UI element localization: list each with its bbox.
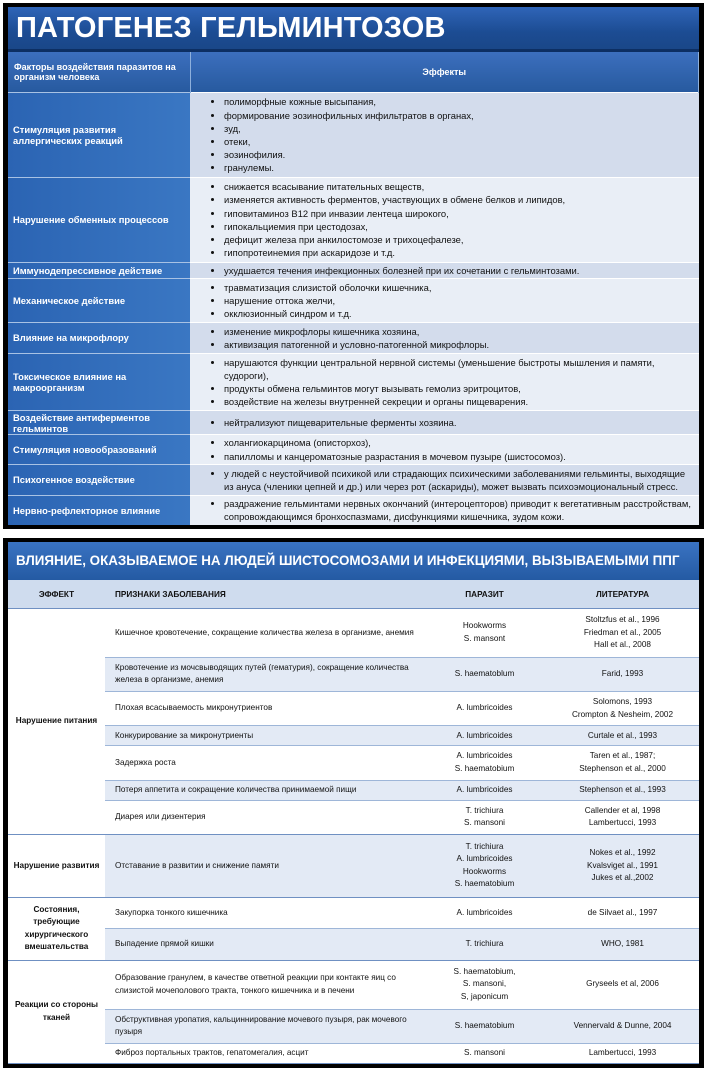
effects-list xyxy=(196,356,695,409)
literature-cell: Solomons, 1993 Crompton & Nesheim, 2002 xyxy=(546,691,699,725)
literature-cell: WHO, 1981 xyxy=(546,929,699,960)
effect-item: • раздражение гельминтами нервных окончаний (интероцепторов) приводит к вегетативным расстройствам, сопровождающимся бронхоспазмами, дисфункциями кишечника, зудом кожи. xyxy=(224,497,695,523)
table-row xyxy=(8,93,699,178)
table-row xyxy=(8,434,699,464)
effect-item: • папилломы и канцероматозные разрастания в мочевом пузыре (шистосомоз). xyxy=(224,450,695,463)
effect-item: • изменение микрофлоры кишечника хозяина, xyxy=(224,325,695,338)
effects-list xyxy=(196,180,695,259)
effect-group-cell: Нарушение питания xyxy=(8,609,105,835)
effects-cell xyxy=(190,411,699,435)
table-row xyxy=(8,960,699,1009)
effects-list xyxy=(196,497,695,523)
slide2-table-container xyxy=(8,580,699,1064)
effect-item: • полиморфные кожные высыпания, xyxy=(224,95,695,108)
table-row xyxy=(8,262,699,279)
table-row xyxy=(8,1009,699,1043)
effect-group-cell: Нарушение развития xyxy=(8,835,105,898)
signs-cell: Задержка роста xyxy=(105,746,423,780)
effect-item: • активизация патогенной и условно-патогенной микрофлоры. xyxy=(224,338,695,351)
parasite-cell: T. trichiura xyxy=(423,929,546,960)
table-row xyxy=(8,465,699,495)
parasite-cell: S. haematoblum xyxy=(423,657,546,691)
literature-cell: Lambertucci, 1993 xyxy=(546,1043,699,1063)
table-header-row xyxy=(8,52,699,93)
slide-schistosomiasis-effects xyxy=(3,538,704,1068)
literature-cell: Gryseels et al, 2006 xyxy=(546,960,699,1009)
effect-item: • формирование эозинофильных инфильтратов в органах, xyxy=(224,109,695,122)
effect-item: • гипокальциемия при цестодозах, xyxy=(224,220,695,233)
table-row xyxy=(8,1043,699,1063)
effect-item: • окклюзионный синдром и т.д. xyxy=(224,307,695,320)
header-signs: ПРИЗНАКИ ЗАБОЛЕВАНИЯ xyxy=(105,580,423,609)
table-header-row xyxy=(8,580,699,609)
table-row xyxy=(8,411,699,435)
table-row xyxy=(8,353,699,411)
effect-item: • изменяется активность ферментов, участвующих в обмене белков и липидов, xyxy=(224,193,695,206)
parasite-cell: A. lumbricoides S. haematobium xyxy=(423,746,546,780)
factor-cell: Воздействие антиферментов гельминтов xyxy=(8,411,190,435)
signs-cell: Диарея или дизентерия xyxy=(105,800,423,834)
signs-cell: Кровотечение из мочсвыводящих путей (гематурия), сокращение количества железа в организме, анемия xyxy=(105,657,423,691)
factor-cell: Психогенное воздействие xyxy=(8,465,190,495)
literature-cell: Farid, 1993 xyxy=(546,657,699,691)
effects-list xyxy=(196,416,695,429)
effects-cell xyxy=(190,93,699,178)
signs-cell: Конкурирование за микронутриенты xyxy=(105,726,423,746)
literature-cell: Callender et al, 1998 Lambertucci, 1993 xyxy=(546,800,699,834)
table-row xyxy=(8,691,699,725)
parasite-cell: S. haematobium, S. mansoni, S, japonicum xyxy=(423,960,546,1009)
literature-cell: Stephenson et al., 1993 xyxy=(546,780,699,800)
pathogenesis-table xyxy=(8,52,699,525)
table-row xyxy=(8,177,699,262)
parasite-cell: A. lumbricoides xyxy=(423,691,546,725)
signs-cell: Отставание в развитии и снижение памяти xyxy=(105,835,423,898)
parasite-cell: S. haematobium xyxy=(423,1009,546,1043)
table-row xyxy=(8,780,699,800)
header-parasite: ПАРАЗИТ xyxy=(423,580,546,609)
effect-item: • эозинофилия. xyxy=(224,148,695,161)
effects-cell xyxy=(190,434,699,464)
effect-group-cell: Реакции со стороны тканей xyxy=(8,960,105,1063)
signs-cell: Выпадение прямой кишки xyxy=(105,929,423,960)
factor-cell: Иммунодепрессивное действие xyxy=(8,262,190,279)
effect-item: • снижается всасывание питательных веществ, xyxy=(224,180,695,193)
factor-cell: Токсическое влияние на макроорганизм xyxy=(8,353,190,411)
table-row xyxy=(8,726,699,746)
slide2-title: ВЛИЯНИЕ, ОКАЗЫВАЕМОЕ НА ЛЮДЕЙ ШИСТОСОМОЗАМИ И ИНФЕКЦИЯМИ, ВЫЗЫВАЕМЫМИ ППГ xyxy=(8,542,699,580)
table-row xyxy=(8,609,699,658)
effects-cell xyxy=(190,262,699,279)
slide1-title: ПАТОГЕНЕЗ ГЕЛЬМИНТОЗОВ xyxy=(8,7,699,52)
factor-cell: Механическое действие xyxy=(8,279,190,323)
table-row xyxy=(8,897,699,928)
table-row xyxy=(8,323,699,353)
factor-cell: Нарушение обменных процессов xyxy=(8,177,190,262)
signs-cell: Потеря аппетита и сокращение количества принимаемой пищи xyxy=(105,780,423,800)
effect-item: • ухудшается течения инфекционных болезней при их сочетании с гельминтозами. xyxy=(224,264,695,277)
factor-cell: Влияние на микрофлору xyxy=(8,323,190,353)
effect-item: • воздействие на железы внутренней секреции и органы пищеварения. xyxy=(224,395,695,408)
parasite-cell: A. lumbricoides xyxy=(423,897,546,928)
effect-item: • гипопротеинемия при аскаридозе и т.д. xyxy=(224,246,695,259)
factor-cell: Стимуляция новообразований xyxy=(8,434,190,464)
effects-list xyxy=(196,281,695,321)
effects-list xyxy=(196,325,695,351)
effect-item: • нейтрализуют пищеварительные ферменты хозяина. xyxy=(224,416,695,429)
slide1-table-container xyxy=(8,52,699,525)
parasite-cell: Hookworms S. mansont xyxy=(423,609,546,658)
effects-list xyxy=(196,95,695,174)
table-row xyxy=(8,800,699,834)
signs-cell: Фиброз портальных трактов, гепатомегалия, асцит xyxy=(105,1043,423,1063)
signs-cell: Образование гранулем, в качестве ответной реакции при контакте яиц со слизистой мочеполового тракта, тонкого кишечника и в печени xyxy=(105,960,423,1009)
parasite-cell: A. lumbricoides xyxy=(423,780,546,800)
effects-cell xyxy=(190,353,699,411)
parasite-cell: T. trichiura A. lumbricoides Hookworms S. haematobium xyxy=(423,835,546,898)
effect-item: • у людей с неустойчивой психикой или страдающих психическими заболеваниями гельминты, выходящие из ануса (членики цепней и др.) или через рот (аскариды), может вызвать психоэмоциональный стресс. xyxy=(224,467,695,493)
literature-cell: Taren et al., 1987; Stephenson et al., 2000 xyxy=(546,746,699,780)
header-literature: ЛИТЕРАТУРА xyxy=(546,580,699,609)
effects-cell xyxy=(190,465,699,495)
effect-item: • продукты обмена гельминтов могут вызывать гемолиз эритроцитов, xyxy=(224,382,695,395)
literature-cell: de Silvaet al., 1997 xyxy=(546,897,699,928)
effect-item: • дефицит железа при анкилостомозе и трихоцефалезе, xyxy=(224,233,695,246)
literature-cell: Curtale et al., 1993 xyxy=(546,726,699,746)
signs-cell: Плохая всасываемость микронутриентов xyxy=(105,691,423,725)
effects-table xyxy=(8,580,699,1064)
effect-group-cell: Состояния, требующие хирургического вмешательства xyxy=(8,897,105,960)
effects-cell xyxy=(190,177,699,262)
effect-item: • травматизация слизистой оболочки кишечника, xyxy=(224,281,695,294)
effect-item: • нарушение оттока желчи, xyxy=(224,294,695,307)
effect-item: • холангиокарцинома (описторхоз), xyxy=(224,436,695,449)
header-effects: Эффекты xyxy=(190,52,699,93)
table-row xyxy=(8,929,699,960)
table-row xyxy=(8,279,699,323)
literature-cell: Vennervald & Dunne, 2004 xyxy=(546,1009,699,1043)
effects-list xyxy=(196,264,695,277)
effects-cell xyxy=(190,495,699,525)
effects-cell xyxy=(190,279,699,323)
effects-cell xyxy=(190,323,699,353)
effect-item: • гранулемы. xyxy=(224,161,695,174)
parasite-cell: S. mansoni xyxy=(423,1043,546,1063)
table-row xyxy=(8,495,699,525)
table-row xyxy=(8,746,699,780)
effect-item: • нарушаются функции центральной нервной системы (уменьшение быстроты мышления и памяти, судороги), xyxy=(224,356,695,382)
effect-item: • гиповитаминоз В12 при инвазии лентеца широкого, xyxy=(224,207,695,220)
effects-list xyxy=(196,436,695,462)
table-row xyxy=(8,835,699,898)
parasite-cell: A. lumbricoides xyxy=(423,726,546,746)
literature-cell: Nokes et al., 1992 Kvalsviget al., 1991 Jukes et al.,2002 xyxy=(546,835,699,898)
effect-item: • отеки, xyxy=(224,135,695,148)
factor-cell: Нервно-рефлекторное влияние xyxy=(8,495,190,525)
parasite-cell: T. trichiura S. mansoni xyxy=(423,800,546,834)
signs-cell: Кишечное кровотечение, сокращение количества железа в организме, анемия xyxy=(105,609,423,658)
header-factor: Факторы воздействия паразитов на организм человека xyxy=(8,52,190,93)
slide-pathogenesis xyxy=(3,3,704,529)
table-row xyxy=(8,657,699,691)
effect-item: • зуд, xyxy=(224,122,695,135)
literature-cell: Stoltzfus et al., 1996 Friedman et al., 2005 Hall et al., 2008 xyxy=(546,609,699,658)
effects-list xyxy=(196,467,695,493)
factor-cell: Стимуляция развития аллергических реакций xyxy=(8,93,190,178)
signs-cell: Обструктивная уропатия, кальциннирование мочевого пузыря, рак мочевого пузыря xyxy=(105,1009,423,1043)
signs-cell: Закупорка тонкого кишечника xyxy=(105,897,423,928)
header-effect: ЭФФЕКТ xyxy=(8,580,105,609)
